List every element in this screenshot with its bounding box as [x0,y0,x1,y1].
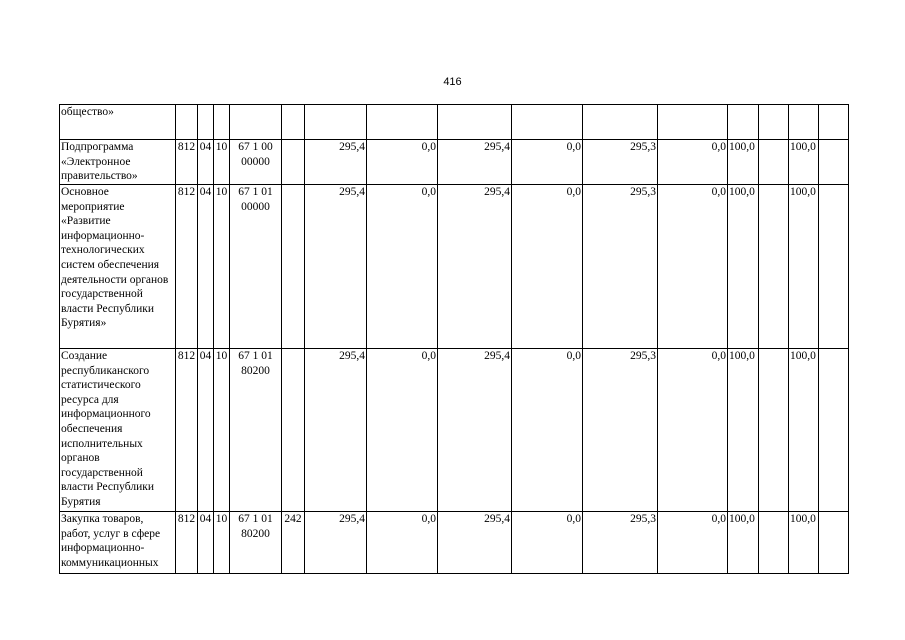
percent-cell: 100,0 [789,512,819,574]
value-cell: 295,3 [583,140,658,185]
value-cell [583,105,658,140]
percent-cell [759,140,789,185]
percent-cell: 100,0 [728,185,759,349]
empty-cell [819,512,849,574]
admin-code-cell: 812 [176,349,198,512]
target-article-cell: 67 1 00 00000 [230,140,282,185]
row-name-cell: общество» [60,105,176,140]
expense-type-cell [282,140,305,185]
value-cell: 0,0 [658,185,728,349]
admin-code-cell [176,105,198,140]
percent-cell [759,105,789,140]
value-cell: 0,0 [512,512,583,574]
admin-code-cell: 812 [176,512,198,574]
value-cell: 295,4 [305,349,367,512]
percent-cell: 100,0 [728,512,759,574]
percent-cell [759,349,789,512]
value-cell: 295,4 [305,512,367,574]
percent-cell [789,105,819,140]
target-article-cell: 67 1 01 80200 [230,512,282,574]
row-name-cell: Подпрограмма «Электронное правительство» [60,140,176,185]
percent-cell: 100,0 [728,140,759,185]
empty-cell [819,105,849,140]
value-cell: 0,0 [367,140,438,185]
page-number: 416 [443,76,462,88]
expense-type-cell [282,105,305,140]
value-cell: 0,0 [512,140,583,185]
value-cell: 0,0 [367,512,438,574]
value-cell: 295,3 [583,185,658,349]
table-row [60,185,849,349]
value-cell: 0,0 [512,185,583,349]
value-cell: 0,0 [367,185,438,349]
table-row [60,512,849,574]
subsection-code-cell: 10 [214,349,230,512]
value-cell: 0,0 [658,349,728,512]
target-article-cell: 67 1 01 00000 [230,185,282,349]
table-row [60,140,849,185]
percent-cell: 100,0 [728,349,759,512]
value-cell: 295,3 [583,512,658,574]
value-cell: 295,4 [438,349,512,512]
empty-cell [819,185,849,349]
target-article-cell [230,105,282,140]
value-cell [367,105,438,140]
row-name-cell: Создание республиканского статистического ресурса для информационного обеспечения исполнительных органов государственной власти Республики Бурятия [60,349,176,512]
admin-code-cell: 812 [176,185,198,349]
row-name-cell: Основное мероприятие «Развитие информационно-технологических систем обеспечения деятельности органов государственной власти Республики Бурятия» [60,185,176,349]
target-article-cell: 67 1 01 80200 [230,349,282,512]
subsection-code-cell: 10 [214,512,230,574]
empty-cell [819,349,849,512]
value-cell: 0,0 [367,349,438,512]
row-name-cell: Закупка товаров, работ, услуг в сфере информационно-коммуникационных [60,512,176,574]
percent-cell [759,512,789,574]
table-row [60,349,849,512]
empty-cell [819,140,849,185]
subsection-code-cell: 10 [214,140,230,185]
table-row [60,105,849,140]
value-cell: 0,0 [512,349,583,512]
value-cell: 295,4 [438,140,512,185]
value-cell: 295,4 [438,512,512,574]
expense-type-cell [282,185,305,349]
value-cell: 0,0 [658,512,728,574]
section-code-cell: 04 [198,349,214,512]
value-cell: 0,0 [658,140,728,185]
percent-cell [759,185,789,349]
value-cell: 295,3 [583,349,658,512]
percent-cell [728,105,759,140]
value-cell [658,105,728,140]
subsection-code-cell [214,105,230,140]
section-code-cell [198,105,214,140]
section-code-cell: 04 [198,140,214,185]
value-cell: 295,4 [305,140,367,185]
value-cell [305,105,367,140]
budget-table [59,104,849,574]
value-cell [438,105,512,140]
expense-type-cell [282,349,305,512]
percent-cell: 100,0 [789,140,819,185]
value-cell: 295,4 [438,185,512,349]
value-cell: 295,4 [305,185,367,349]
percent-cell: 100,0 [789,349,819,512]
value-cell [512,105,583,140]
section-code-cell: 04 [198,512,214,574]
expense-type-cell: 242 [282,512,305,574]
percent-cell: 100,0 [789,185,819,349]
section-code-cell: 04 [198,185,214,349]
admin-code-cell: 812 [176,140,198,185]
subsection-code-cell: 10 [214,185,230,349]
